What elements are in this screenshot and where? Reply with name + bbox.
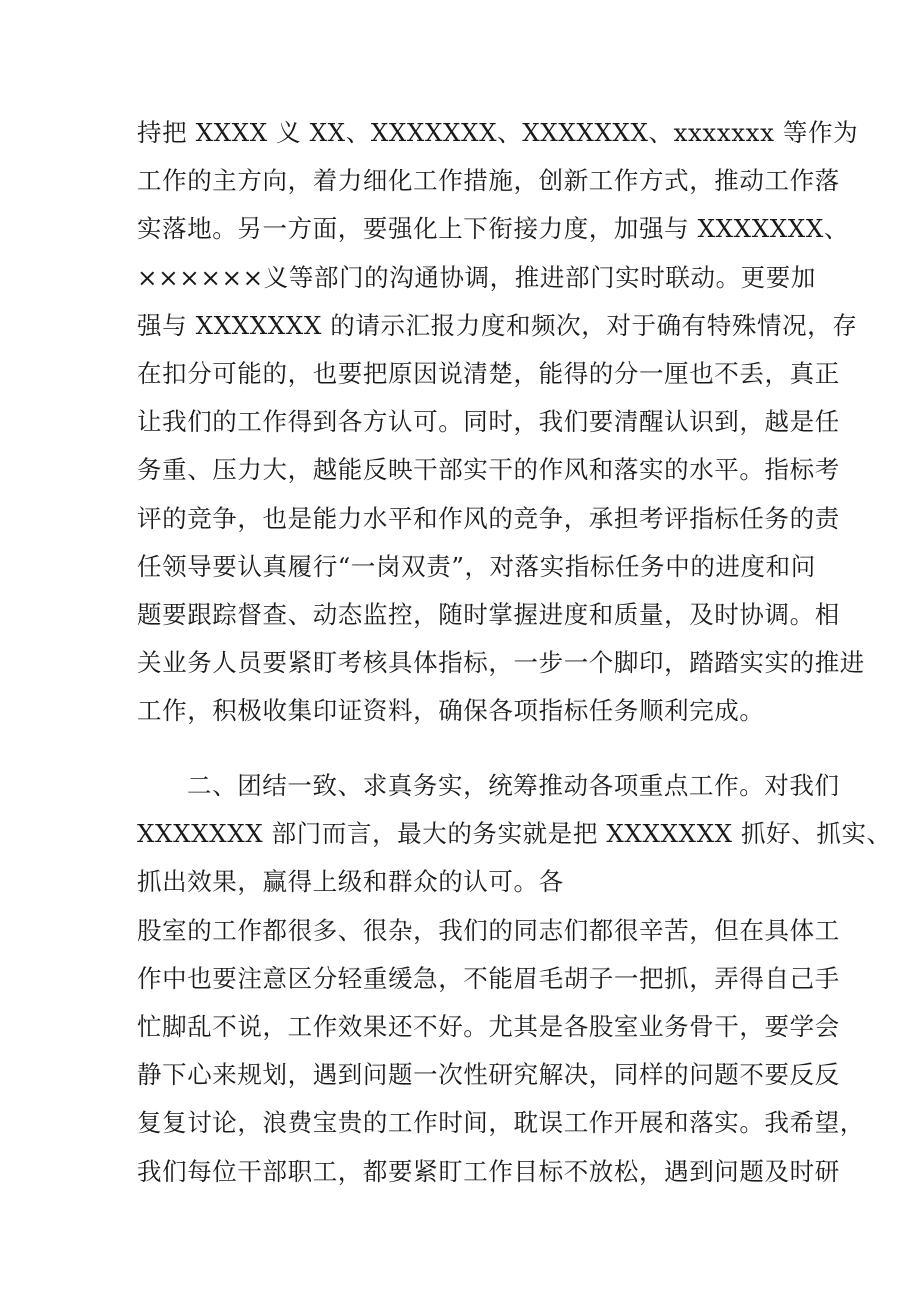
paragraph-line: 务重、压力大，越能反映干部实干的作风和落实的水平。指标考 bbox=[137, 455, 840, 484]
paragraph-line: 持把 XXXX 义 XX、XXXXXXX、XXXXXXX、xxxxxxx 等作为 bbox=[137, 118, 859, 147]
paragraph-line: 工作，积极收集印证资料，确保各项指标任务顺利完成。 bbox=[137, 696, 765, 725]
paragraph-line: XXXXXXX 部门而言，最大的务实就是把 XXXXXXX 抓好、抓实、 bbox=[137, 819, 892, 848]
paragraph-line: 复复讨论，浪费宝贵的工作时间，耽误工作开展和落实。我希望， bbox=[137, 1108, 865, 1137]
paragraph-line: 实落地。另一方面，要强化上下衔接力度，加强与 XXXXXXX、 bbox=[137, 214, 849, 243]
paragraph-line: 题要跟踪督查、动态监控，随时掌握进度和质量，及时协调。相 bbox=[137, 600, 840, 629]
paragraph-line: 作中也要注意区分轻重缓急，不能眉毛胡子一把抓，弄得自己手 bbox=[137, 964, 840, 993]
paragraph-line: 让我们的工作得到各方认可。同时，我们要清醒认识到，越是任 bbox=[137, 407, 840, 436]
paragraph-line: 工作的主方向，着力细化工作措施，创新工作方式，推动工作落 bbox=[137, 166, 840, 195]
paragraph-line: 忙脚乱不说，工作效果还不好。尤其是各股室业务骨干，要学会 bbox=[137, 1012, 840, 1041]
paragraph-line: 强与 XXXXXXX 的请示汇报力度和频次，对于确有特殊情况，存 bbox=[137, 311, 858, 340]
paragraph-line: 股室的工作都很多、很杂，我们的同志们都很辛苦，但在具体工 bbox=[137, 916, 840, 945]
paragraph-line: ××××××义等部门的沟通协调，推进部门实时联动。更要加 bbox=[137, 263, 816, 292]
paragraph-line: 关业务人员要紧盯考核具体指标，一步一个脚印，踏踏实实的推进 bbox=[137, 648, 865, 677]
section-heading-line: 二、团结一致、求真务实，统筹推动各项重点工作。对我们 bbox=[187, 771, 840, 800]
paragraph-line: 抓出效果，赢得上级和群众的认可。各 bbox=[137, 867, 564, 896]
paragraph-line: 评的竞争，也是能力水平和作风的竞争，承担考评指标任务的责 bbox=[137, 504, 840, 533]
paragraph-line: 任领导要认真履行“一岗双责”，对落实指标任务中的进度和问 bbox=[137, 552, 816, 581]
paragraph-line: 我们每位干部职工，都要紧盯工作目标不放松，遇到问题及时研 bbox=[137, 1157, 840, 1186]
paragraph-line: 静下心来规划，遇到问题一次性研究解决，同样的问题不要反反 bbox=[137, 1060, 840, 1089]
paragraph-line: 在扣分可能的，也要把原因说清楚，能得的分一厘也不丢，真正 bbox=[137, 359, 840, 388]
